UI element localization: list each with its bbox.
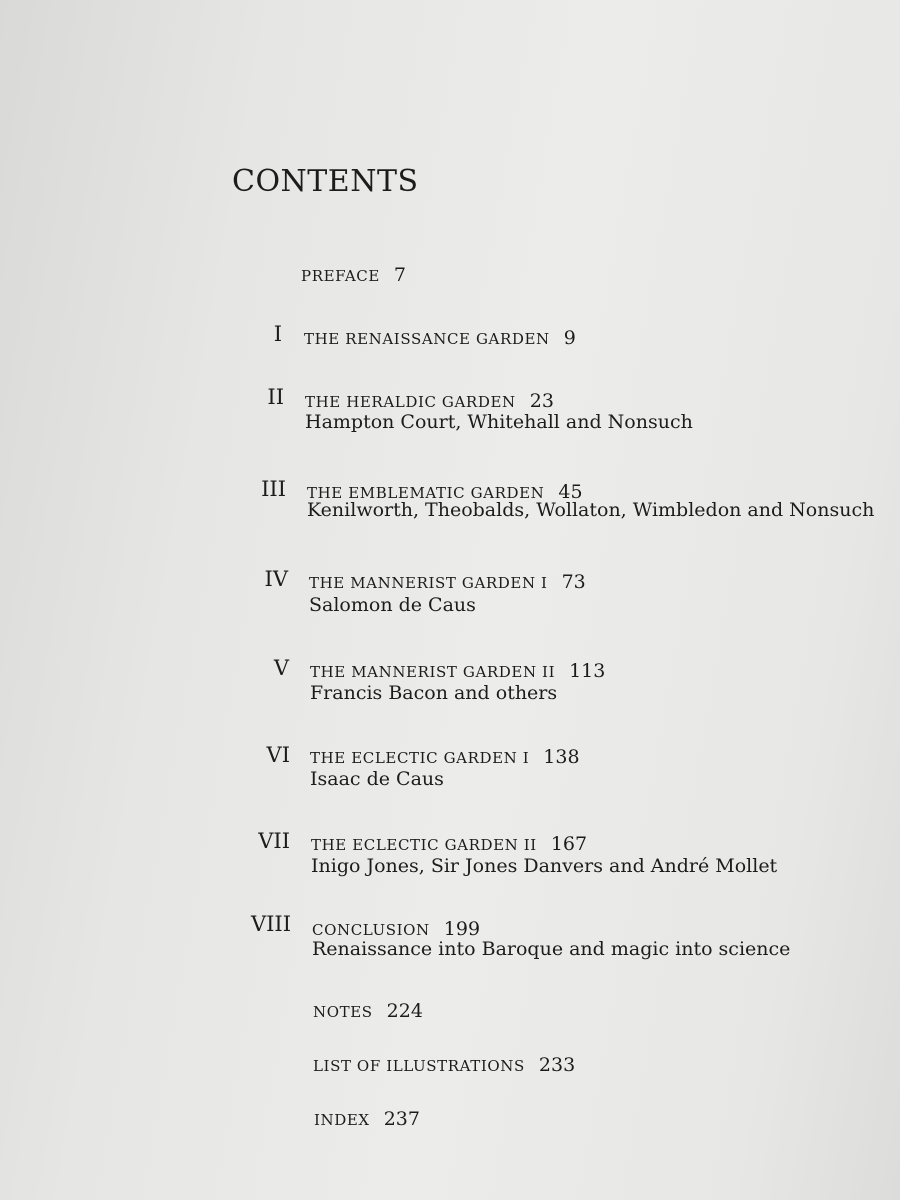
backmatter-title: INDEX [314, 1111, 370, 1129]
chapter-numeral: VII [258, 829, 290, 853]
chapter-title-line [304, 327, 576, 349]
chapter-subtitle: Renaissance into Baroque and magic into science [312, 938, 791, 960]
chapter-subtitle: Isaac de Caus [310, 768, 444, 790]
chapter-page: 45 [558, 481, 583, 503]
chapter-title: THE ECLECTIC GARDEN II [311, 836, 537, 854]
backmatter-entry-index [314, 1108, 420, 1130]
chapter-title: THE RENAISSANCE GARDEN [304, 330, 550, 348]
chapter-subtitle: Salomon de Caus [309, 594, 476, 616]
chapter-title-line [311, 833, 587, 855]
chapter-page: 138 [543, 746, 580, 768]
chapter-title: CONCLUSION [312, 921, 430, 939]
backmatter-entry-notes [313, 1000, 423, 1022]
chapter-numeral: II [267, 385, 284, 409]
chapter-page: 23 [529, 390, 554, 412]
preface-entry [301, 264, 406, 286]
backmatter-title: LIST OF ILLUSTRATIONS [313, 1057, 525, 1075]
chapter-numeral: IV [264, 567, 288, 591]
chapter-title-line [305, 390, 554, 412]
chapter-numeral: VI [266, 743, 290, 767]
chapter-title-line [312, 918, 480, 940]
chapter-page: 9 [563, 327, 576, 349]
chapter-title: THE MANNERIST GARDEN II [310, 663, 556, 681]
chapter-numeral: V [273, 656, 289, 680]
page-title: CONTENTS [232, 164, 419, 199]
backmatter-entry-illustrations [313, 1054, 575, 1076]
preface-title: PREFACE [301, 267, 380, 285]
chapter-title: THE MANNERIST GARDEN I [309, 574, 548, 592]
preface-page: 7 [393, 264, 406, 286]
chapter-numeral: III [261, 477, 286, 501]
chapter-page: 199 [443, 918, 481, 940]
chapter-subtitle: Hampton Court, Whitehall and Nonsuch [305, 411, 693, 433]
chapter-subtitle: Francis Bacon and others [310, 682, 558, 704]
chapter-numeral: VIII [250, 912, 291, 936]
chapter-title-line [309, 571, 586, 593]
chapter-subtitle: Inigo Jones, Sir Jones Danvers and André Mollet [311, 855, 778, 877]
chapter-title-line [310, 660, 605, 682]
backmatter-page: 233 [538, 1054, 576, 1076]
chapter-page: 73 [561, 571, 586, 593]
chapter-title: THE EMBLEMATIC GARDEN [307, 484, 545, 502]
chapter-subtitle: Kenilworth, Theobalds, Wollaton, Wimbledon and Nonsuch [307, 499, 875, 521]
backmatter-title: NOTES [313, 1003, 373, 1021]
backmatter-page: 224 [386, 1000, 423, 1022]
backmatter-page: 237 [383, 1108, 420, 1130]
chapter-page: 113 [569, 660, 606, 682]
chapter-title: THE HERALDIC GARDEN [305, 393, 516, 411]
chapter-title: THE ECLECTIC GARDEN I [310, 749, 530, 767]
chapter-page: 167 [550, 833, 588, 855]
chapter-title-line [310, 746, 580, 768]
chapter-numeral: I [273, 322, 282, 346]
